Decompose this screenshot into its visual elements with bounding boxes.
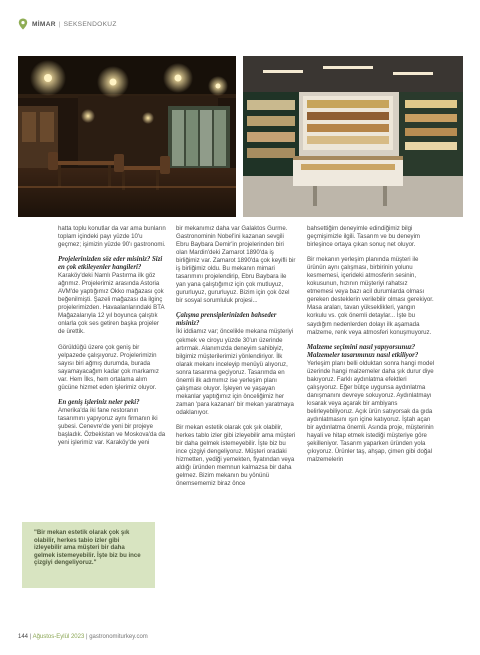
paragraph: Amerika'da iki fane restoranın tasarımını yapıyoruz aynı firmanın iki şubesi. Cenevre'de yeni bir projeye başladık. Özbekistan ve Moskova'da da yeni işlerimiz var. Karaköy'de yeni [58,406,166,446]
pull-quote [22,522,155,588]
page-number: 144 [18,634,29,640]
interview-question: Projelerinizden söz eder misiniz? Sizi en çok etkileyenler hangileri? [58,256,163,272]
location-pin-icon [18,18,28,30]
column-1 [58,225,166,454]
magazine-name: MİMAR [32,20,56,28]
website-link[interactable]: gastronomiturkey.com [89,634,148,640]
interview-question: Çalışma prensiplerinizden bahseder misiniz? [176,312,277,328]
paragraph: hatta toplu konutlar da var ama bunların toplam içindeki payı yüzde 10'u geçmez; işimizin yüzde 90'ı gastronomi. [58,225,166,249]
issue-date: Ağustos-Eylül 2023 [32,634,85,640]
pull-quote-text: "Bir mekan estetik olarak çok şık olabilir, herkes tabio izler gibi izleyebilir ama müşteri bir daha gelmek istemeyebilir. İşte biz bu ince çizgiyi dengeliyoruz." [34,529,141,567]
market-interior-photo [243,56,463,217]
interview-question: Malzeme seçimini nasıl yapıyorsunuz? Malzemeler tasarımınızı nasıl etkiliyor? [307,343,419,359]
paragraph: Bir mekan estetik olarak çok şık olabilir, herkes tablo izler gibi izleyebilir ama müşteri bir daha gelmek istemeyebilir. İşte biz bu ince çizgiyi dengeliyoruz. Müşteri oradaki hizmetten, yediği yemekten, fiyatından veya aldığı üründen memnun kalmazsa bir daha gelmez. Bizim mekanın bu yönünü önemsememiz biraz önce [176,423,296,488]
restaurant-interior-photo [18,56,236,217]
interview-question: En geniş işleriniz neler peki? [58,398,140,406]
paragraph: İki iddiamız var; öncelikle mekana müşteriyi çekmek ve ciroyu yüzde 30'un üzerinde artırmak. Alanımızda deneyim sahibiyiz, bilgimiz müşterilerimizi yönlendiriyor. İlk olarak mekanı inceleyip menüyü alıyoruz, sonra tasarıma geçiyoruz. Tasarımda en önemli ilk adımımız ise yerleşim planı çalışması oluyor. İşleyen ve yaşayan mekanlar yaptığımız için önceliğimiz her zaman 'para kazanan' bir mekan yaratmaya odaklanıyor. [176,328,294,416]
paragraph: Bir mekanın yerleşim planında müşteri ile ürünün aynı çalışması, birbirinin yolunu kesmemesi, içerideki atmosferin sesinin, kokusunun, hızının müşteriyi rahatsız etmemesi veya bazı acil durumlarda olması gereken desteklerin verilebilir olması gerekiyor. Masa araları, tavan yükseklikleri, yangın korkulu vs. çok önemli detaylar... İşte bu saydığım nedenlerden dolayı ilk aşamada malzeme, renk veya atmosferi konuşmuyoruz. [307,256,434,336]
section-name: SEKSENDOKUZ [63,20,117,28]
page-footer: 144 | Ağustos-Eylül 2023 | gastronomiturkey.com [18,634,148,640]
column-3 [307,225,435,471]
paragraph: Görüldüğü üzere çok geniş bir yelpazede çalışıyoruz. Projelerimizin sayısı biri ağmış durumda, burada sayamayacağım kadar çok markamız var. Hem İlks, hem ortalama alım gücüne hizmet eden işlerimiz oluyor. [58,343,159,391]
column-2 [176,225,297,495]
paragraph: Karaköy'deki Namlı Pastırma ilk göz ağrımız. Projelerimiz arasında Astoria AVM'de yaptığımız Okko mağazası çok beğenilmişti. Şazeli mağazası da ilginç projelerimizden. Havaalanlarındaki BTA Mağazalarıyla 12 yıl boyunca çalıştık onlarla çok ses getiren başka projeler de ürettik. [58,272,165,336]
running-header [18,17,117,31]
paragraph: bir mekanımız daha var Galaktos Gurme. Gastronominin Nobel'ini kazanan sevgili Ebru Baybara Demir'in projelerinden biri olan Mardin'deki Zamarot 1890'da iş birliğimiz var. Zamarot 1890'da çok keyifli bir iş birliğimiz oldu. Bu mekanın mimari tasarımını projelendirip, Ebru Baybara ile yan yana çalıştığımız için çok mutluyuz, gururluyuz, gururluyuz. Bizim için çok özel bir sosyal sorumluluk projesi... [176,225,296,305]
paragraph: bahsettiğim deneyimle edindiğimiz bilgi geçmişimizle ilgili. Tasarım ve bu deneyim birleşince ortaya çıkan sonuç net oluyor. [307,225,420,249]
paragraph: Yerleşim planı belli olduktan sonra hangi model üzerinde hangi malzemeler daha şık durur diye bakıyoruz. Farklı aydınlatma efektleri çalışıyoruz. Eğer bütçe uygunsa aydınlatma danışmanını devreye sokuyoruz. Aydınlatmayı kısarak veya açarak bir ambiyans belirleyebiliyoruz. Açık ürün satıyorsak da gıda aydınlatmasını ışın içine katıyoruz. İştah açan bir aydınlatma önemli. Asında proje, müşterinin hayali ve hitap etmek istediği müşteriye göre şekilleniyor. Tasarım yaparken üründen yola çıkıyoruz. Ürünler taş, ahşap, çimen gibi doğal malzemelerin [307,359,435,464]
header-separator: | [58,20,61,28]
